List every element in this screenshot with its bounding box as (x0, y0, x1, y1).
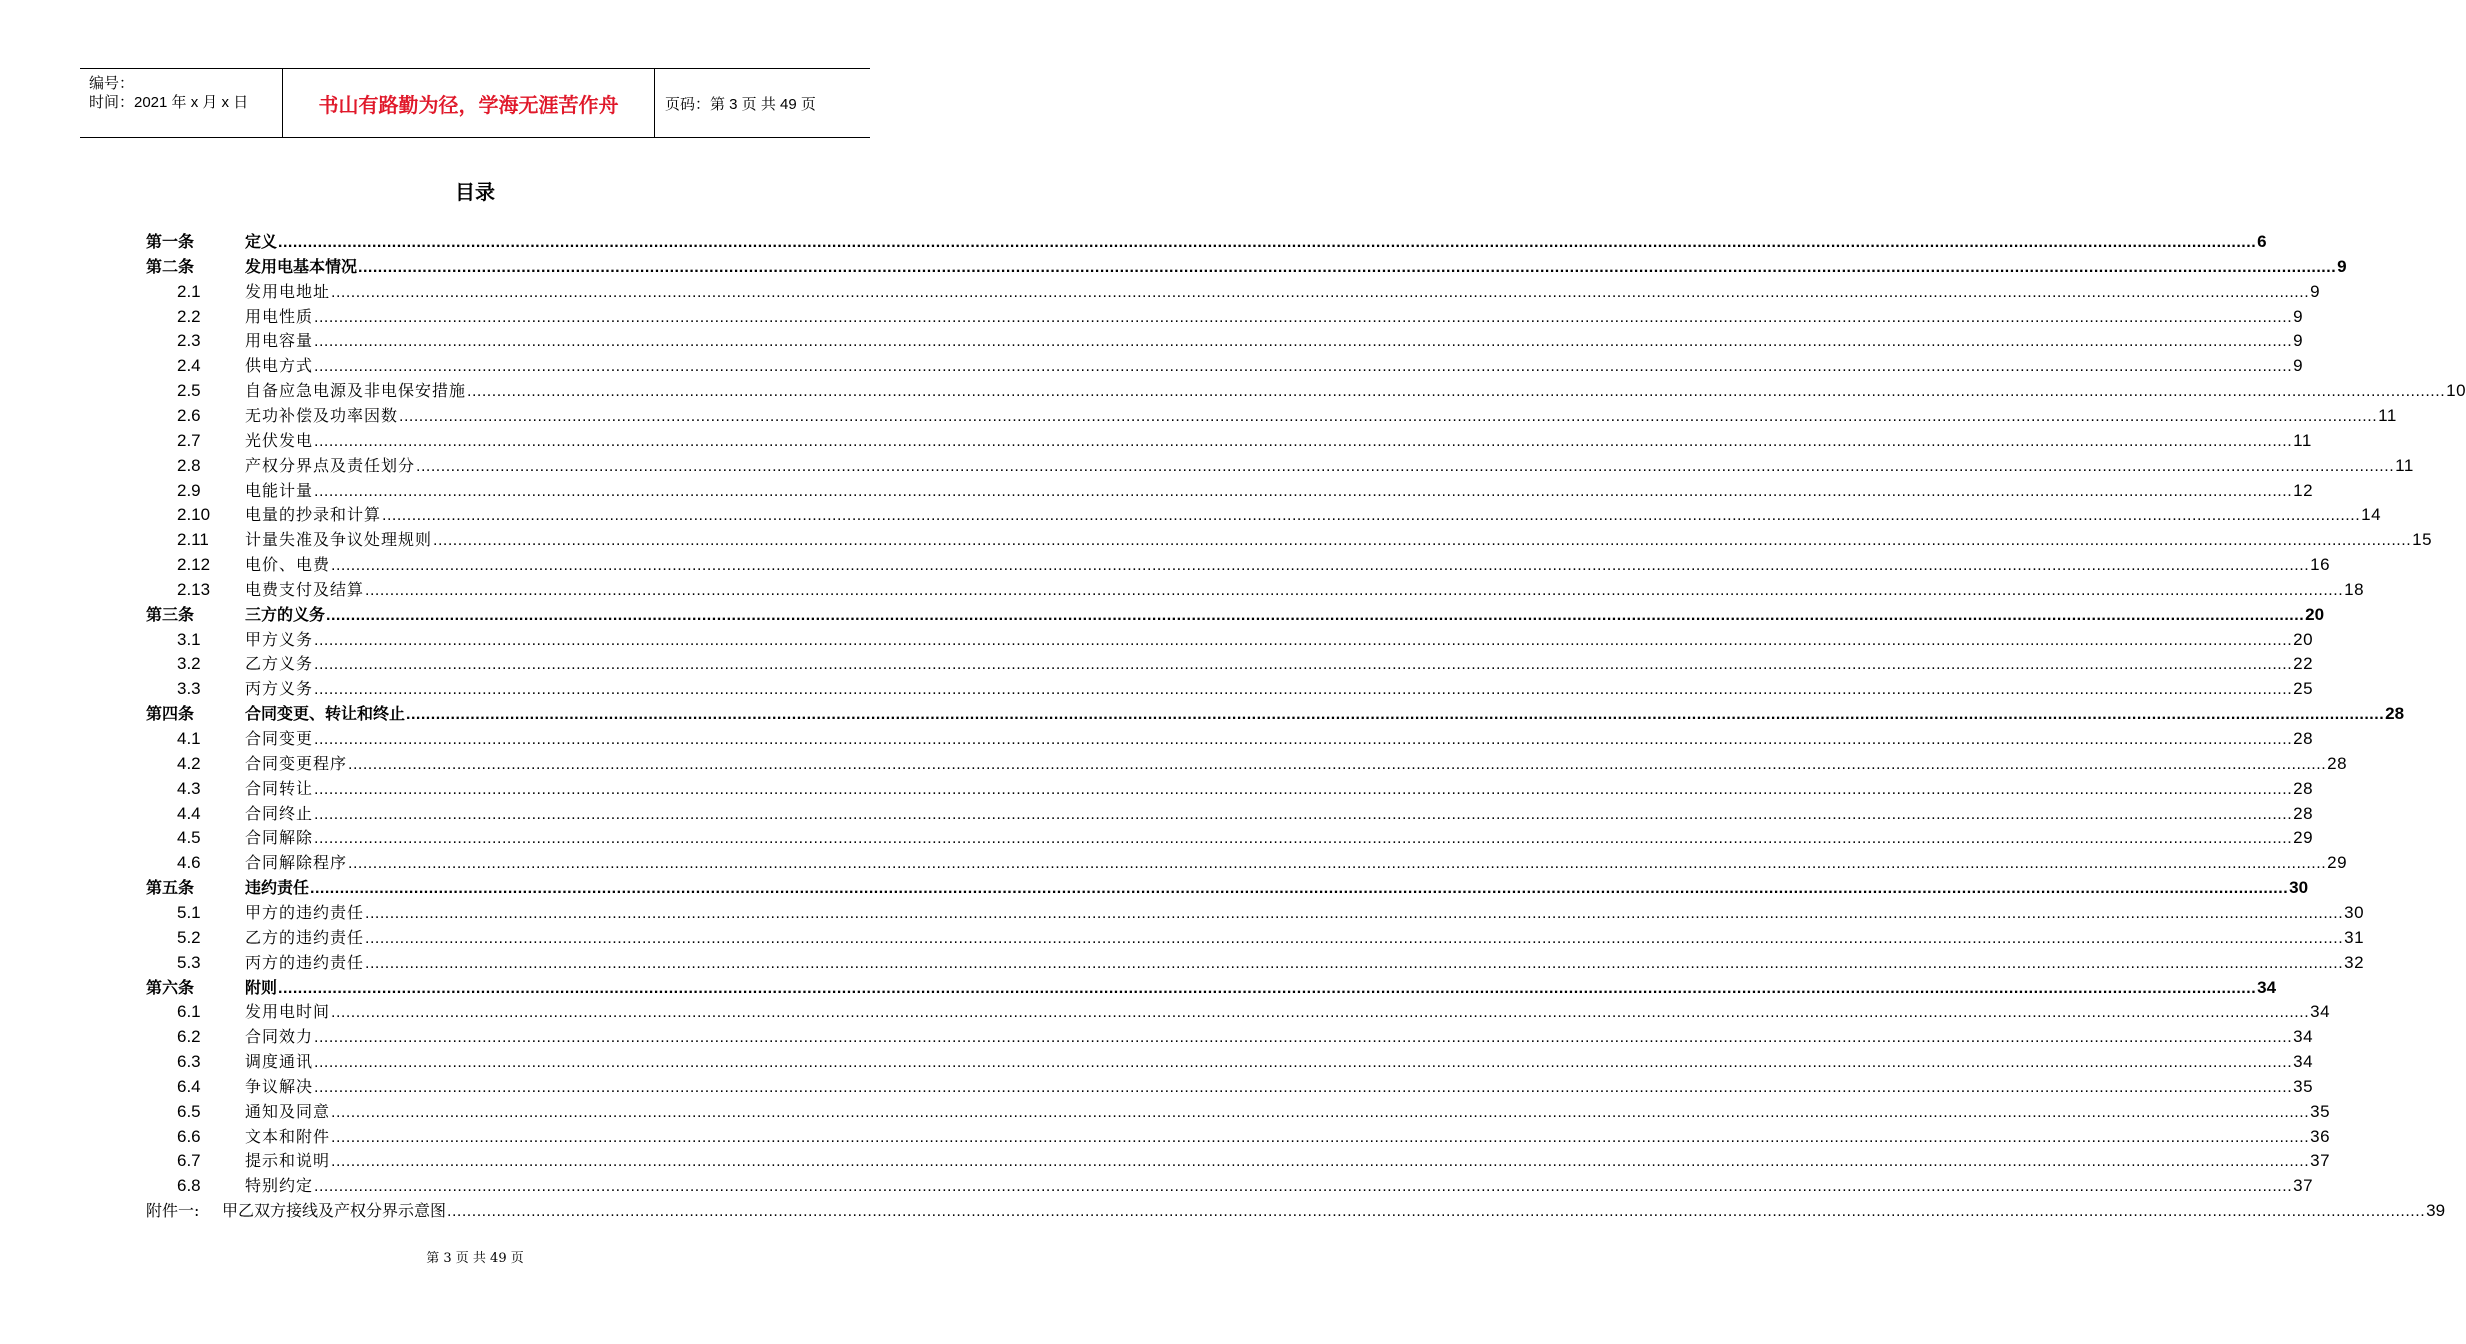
toc-leader-dots: ................................................................................................................................................................................................................................................................................................................................................................................................................ (314, 432, 2293, 450)
toc-entry-body (245, 676, 2314, 702)
toc-entry-body (245, 701, 2405, 727)
toc-entry-page: 34 (2310, 1002, 2331, 1022)
toc-entry-body (245, 875, 2309, 901)
toc-entry-page: 10 (2446, 381, 2466, 401)
toc-entry-number: 6.3 (177, 1052, 201, 1072)
toc-entry-number: 2.12 (177, 555, 211, 575)
toc-leader-dots: ................................................................................................................................................................................................................................................................................................................................................................................................................ (382, 507, 2361, 525)
toc-entry[interactable] (0, 1173, 2314, 1198)
toc-entry-page: 34 (2293, 1027, 2314, 1047)
toc-leader-dots: ................................................................................................................................................................................................................................................................................................................................................................................................................ (331, 1128, 2310, 1146)
page-header (80, 68, 870, 138)
toc-entry-number: 6.1 (177, 1002, 201, 1022)
toc-leader-dots: ................................................................................................................................................................................................................................................................................................................................................................................................................ (467, 383, 2446, 401)
toc-entry-title: 自备应急电源及非电保安措施 (245, 381, 467, 401)
toc-entry[interactable] (0, 925, 2365, 950)
toc-entry[interactable] (0, 279, 2321, 304)
toc-entry-title: 光伏发电 (245, 430, 314, 450)
toc-entry-page: 29 (2327, 853, 2348, 873)
toc-leader-dots: ................................................................................................................................................................................................................................................................................................................................................................................................................ (314, 482, 2293, 500)
toc-entry-title: 合同终止 (245, 803, 314, 823)
toc-entry[interactable] (0, 701, 2405, 726)
toc-entry[interactable] (0, 453, 2414, 478)
toc-leader-dots: ................................................................................................................................................................................................................................................................................................................................................................................................................ (331, 1153, 2310, 1171)
toc-leader-dots: ................................................................................................................................................................................................................................................................................................................................................................................................................ (314, 731, 2293, 748)
toc-entry-number: 5.2 (177, 927, 201, 947)
header-left-cell (80, 69, 283, 137)
toc-entry[interactable] (0, 577, 2365, 602)
toc-leader-dots: ................................................................................................................................................................................................................................................................................................................................................................................................................ (278, 234, 2257, 251)
toc-entry-page: 37 (2310, 1151, 2331, 1171)
toc-leader-dots: ................................................................................................................................................................................................................................................................................................................................................................................................................ (399, 407, 2378, 425)
toc-entry-body (245, 1049, 2314, 1075)
toc-entry-page: 12 (2293, 480, 2314, 500)
toc-entry[interactable] (0, 999, 2331, 1024)
toc-entry-page: 11 (2378, 405, 2397, 425)
toc-leader-dots: ................................................................................................................................................................................................................................................................................................................................................................................................................ (447, 1203, 2426, 1221)
toc-entry-page: 30 (2289, 878, 2309, 898)
toc-leader-dots: ................................................................................................................................................................................................................................................................................................................................................................................................................ (314, 681, 2293, 699)
toc-entry-body (245, 825, 2314, 851)
toc-entry-title: 乙方义务 (245, 654, 314, 674)
header-motto: 书山有路勤为径，学海无涯苦作舟 (283, 69, 655, 137)
toc-entry-body (245, 850, 2348, 876)
toc-entry-number: 第六条 (146, 977, 195, 997)
toc-entry-number: 6.7 (177, 1151, 201, 1171)
page-footer: 第 3 页 共 49 页 (426, 1251, 524, 1266)
toc-entry-title: 丙方的违约责任 (245, 952, 365, 972)
toc-entry-number: 2.2 (177, 306, 201, 326)
toc-entry-number: 附件一: (146, 1201, 200, 1221)
toc-leader-dots: ................................................................................................................................................................................................................................................................................................................................................................................................................ (314, 358, 2293, 376)
toc-entry-title: 三方的义务 (245, 604, 326, 624)
toc-entry[interactable] (0, 950, 2365, 975)
toc-entry-page: 32 (2344, 952, 2365, 972)
toc-leader-dots: ................................................................................................................................................................................................................................................................................................................................................................................................................ (314, 1054, 2293, 1072)
toc-entry-title: 甲方义务 (245, 629, 314, 649)
toc-entry[interactable] (0, 1198, 2446, 1223)
toc-entry-body (245, 801, 2314, 827)
toc-entry-title: 发用电地址 (245, 281, 331, 301)
toc-entry[interactable] (0, 801, 2314, 826)
toc-leader-dots: ................................................................................................................................................................................................................................................................................................................................................................................................................ (314, 308, 2293, 326)
toc-entry-title: 合同效力 (245, 1027, 314, 1047)
toc-entry-page: 25 (2293, 679, 2314, 699)
toc-leader-dots: ................................................................................................................................................................................................................................................................................................................................................................................................................ (331, 1103, 2310, 1121)
toc-leader-dots: ................................................................................................................................................................................................................................................................................................................................................................................................................ (416, 457, 2395, 475)
toc-entry-number: 2.10 (177, 505, 211, 525)
toc-entry-body (245, 378, 2466, 404)
toc-entry-page: 35 (2310, 1101, 2331, 1121)
toc-entry-number: 第五条 (146, 878, 195, 898)
toc-entry-body (245, 925, 2365, 951)
toc-entry-page: 15 (2412, 530, 2433, 550)
toc-entry-body (245, 1173, 2314, 1199)
toc-entry[interactable] (0, 304, 2304, 329)
toc-entry-body (245, 900, 2365, 926)
toc-entry-body (245, 627, 2314, 653)
toc-entry[interactable] (0, 726, 2314, 751)
toc-entry-body (245, 478, 2314, 504)
toc-entry-title: 合同解除 (245, 828, 314, 848)
document-time-label: 时间：2021 年 x 月 x 日 (89, 94, 249, 111)
toc-entry-number: 6.4 (177, 1076, 201, 1096)
toc-entry-body (245, 1124, 2331, 1150)
toc-entry-number: 3.2 (177, 654, 201, 674)
toc-entry-page: 35 (2293, 1076, 2314, 1096)
toc-entry-title: 无功补偿及功率因数 (245, 405, 399, 425)
toc-entry-number: 第一条 (146, 232, 195, 251)
toc-entry[interactable] (0, 478, 2314, 503)
toc-entry-number: 4.1 (177, 729, 201, 748)
toc-entry-page: 9 (2310, 281, 2321, 301)
toc-entry-title: 定义 (245, 232, 278, 251)
toc-entry-title: 甲乙双方接线及产权分界示意图 (222, 1201, 447, 1221)
toc-entry-number: 6.2 (177, 1027, 201, 1047)
toc-entry-title: 电价、电费 (245, 555, 331, 575)
toc-entry-number: 4.4 (177, 803, 201, 823)
toc-entry-page: 9 (2293, 331, 2304, 351)
toc-entry-number: 2.7 (177, 430, 201, 450)
toc-entry-title: 电能计量 (245, 480, 314, 500)
toc-entry-body (245, 577, 2365, 603)
toc-entry[interactable] (0, 502, 2382, 527)
toc-leader-dots: ................................................................................................................................................................................................................................................................................................................................................................................................................ (358, 258, 2337, 276)
toc-entry-number: 4.5 (177, 828, 201, 848)
toc-entry-page: 20 (2305, 604, 2325, 624)
toc-entry[interactable] (0, 602, 2325, 627)
toc-entry-title: 产权分界点及责任划分 (245, 455, 416, 475)
toc-leader-dots: ................................................................................................................................................................................................................................................................................................................................................................................................................ (314, 631, 2293, 649)
toc-entry-body (245, 279, 2321, 305)
toc-entry[interactable] (0, 776, 2314, 801)
toc-entry[interactable] (0, 328, 2304, 353)
toc-entry[interactable] (0, 527, 2433, 552)
toc-entry-title: 电量的抄录和计算 (245, 505, 382, 525)
toc-entry-body (245, 1099, 2331, 1125)
toc-leader-dots: ................................................................................................................................................................................................................................................................................................................................................................................................................ (348, 855, 2327, 873)
toc-entry-number: 2.8 (177, 455, 201, 475)
toc-leader-dots: ................................................................................................................................................................................................................................................................................................................................................................................................................ (406, 706, 2385, 724)
toc-entry-page: 14 (2361, 505, 2382, 525)
toc-entry-body (245, 428, 2312, 454)
toc-entry-title: 乙方的违约责任 (245, 927, 365, 947)
toc-entry[interactable] (0, 1024, 2314, 1049)
toc-leader-dots: ................................................................................................................................................................................................................................................................................................................................................................................................................ (314, 1078, 2293, 1096)
toc-leader-dots: ................................................................................................................................................................................................................................................................................................................................................................................................................ (314, 1029, 2293, 1047)
toc-leader-dots: ................................................................................................................................................................................................................................................................................................................................................................................................................ (314, 656, 2293, 674)
toc-entry-number: 2.13 (177, 579, 211, 599)
toc-leader-dots: ................................................................................................................................................................................................................................................................................................................................................................................................................ (365, 581, 2344, 599)
toc-leader-dots: ................................................................................................................................................................................................................................................................................................................................................................................................................ (310, 880, 2289, 898)
toc-entry-title: 用电性质 (245, 306, 314, 326)
toc-leader-dots: ................................................................................................................................................................................................................................................................................................................................................................................................................ (314, 1178, 2293, 1196)
toc-entry-number: 2.9 (177, 480, 201, 500)
toc-entry[interactable] (0, 552, 2331, 577)
toc-entry-title: 用电容量 (245, 331, 314, 351)
toc-entry-body (245, 1024, 2314, 1050)
toc-entry-title: 甲方的违约责任 (245, 902, 365, 922)
toc-entry-number: 4.3 (177, 778, 201, 798)
toc-entry-number: 2.4 (177, 356, 201, 376)
toc-entry-number: 第三条 (146, 604, 195, 624)
page-title: 目录 (455, 180, 495, 204)
toc-entry-page: 37 (2293, 1176, 2314, 1196)
toc-entry[interactable] (0, 1049, 2314, 1074)
toc-entry-body (245, 353, 2304, 379)
toc-entry-body (245, 229, 2267, 255)
toc-entry-page: 29 (2293, 828, 2314, 848)
toc-leader-dots: ................................................................................................................................................................................................................................................................................................................................................................................................................ (331, 1004, 2310, 1022)
toc-entry-page: 39 (2426, 1201, 2446, 1221)
toc-entry[interactable] (0, 627, 2314, 652)
toc-entry[interactable] (0, 1124, 2331, 1149)
toc-entry-title: 合同变更程序 (245, 753, 348, 773)
toc-entry-page: 34 (2293, 1052, 2314, 1072)
toc-entry[interactable] (0, 1148, 2331, 1173)
toc-entry[interactable] (0, 428, 2312, 453)
toc-entry-title: 争议解决 (245, 1076, 314, 1096)
toc-entry-number: 2.1 (177, 281, 201, 301)
toc-leader-dots: ................................................................................................................................................................................................................................................................................................................................................................................................................ (331, 283, 2310, 301)
toc-entry-body (245, 726, 2314, 752)
toc-entry-body (245, 751, 2348, 777)
toc-entry-title: 供电方式 (245, 356, 314, 376)
toc-entry-body (245, 999, 2331, 1025)
toc-entry-title: 提示和说明 (245, 1151, 331, 1171)
document-number-label: 编号： (89, 75, 135, 92)
toc-entry-body (245, 552, 2331, 578)
toc-entry-title: 丙方义务 (245, 679, 314, 699)
toc-entry-number: 4.2 (177, 753, 201, 773)
toc-entry-title: 电费支付及结算 (245, 579, 365, 599)
toc-entry-title: 合同解除程序 (245, 853, 348, 873)
toc-entry-page: 22 (2293, 654, 2314, 674)
toc-entry[interactable] (0, 900, 2365, 925)
toc-leader-dots: ................................................................................................................................................................................................................................................................................................................................................................................................................ (365, 904, 2344, 922)
toc-entry-body (245, 254, 2347, 280)
toc-leader-dots: ................................................................................................................................................................................................................................................................................................................................................................................................................ (365, 954, 2344, 972)
toc-entry-page: 11 (2395, 455, 2414, 475)
toc-entry-body (245, 527, 2433, 553)
toc-entry-body (245, 1148, 2331, 1174)
toc-entry-body (245, 651, 2314, 677)
toc-entry-page: 9 (2293, 306, 2304, 326)
toc-entry-page: 18 (2344, 579, 2365, 599)
toc-entry[interactable] (0, 751, 2348, 776)
toc-entry-page: 31 (2344, 927, 2365, 947)
toc-entry-number: 第二条 (146, 256, 195, 276)
toc-entry-title: 违约责任 (245, 878, 310, 898)
toc-entry-page: 9 (2337, 256, 2347, 276)
toc-entry-page: 34 (2257, 977, 2277, 997)
toc-leader-dots: ................................................................................................................................................................................................................................................................................................................................................................................................................ (278, 979, 2257, 997)
toc-entry-title: 附则 (245, 977, 278, 997)
toc-entry-page: 28 (2293, 778, 2314, 798)
toc-entry-page: 36 (2310, 1126, 2331, 1146)
toc-entry[interactable] (0, 651, 2314, 676)
toc-leader-dots: ................................................................................................................................................................................................................................................................................................................................................................................................................ (348, 755, 2327, 773)
toc-entry-body (245, 502, 2382, 528)
toc-entry[interactable] (0, 229, 2267, 254)
toc-entry-page: 6 (2257, 232, 2267, 251)
toc-entry-page: 28 (2293, 803, 2314, 823)
toc-entry-page: 28 (2327, 753, 2348, 773)
toc-entry-page: 30 (2344, 902, 2365, 922)
toc-entry-title: 发用电时间 (245, 1002, 331, 1022)
toc-entry-number: 2.3 (177, 331, 201, 351)
toc-entry-body (245, 975, 2277, 1001)
header-page-code: 页码：第 3 页 共 49 页 (665, 95, 816, 113)
toc-entry[interactable] (0, 403, 2397, 428)
toc-entry-body (245, 602, 2325, 628)
toc-entry[interactable] (0, 676, 2314, 701)
toc-entry-number: 6.8 (177, 1176, 201, 1196)
toc-entry-page: 16 (2310, 555, 2331, 575)
toc-entry-number: 5.1 (177, 902, 201, 922)
toc-leader-dots: ................................................................................................................................................................................................................................................................................................................................................................................................................ (326, 606, 2305, 624)
toc-entry-number: 2.5 (177, 381, 201, 401)
toc-entry-title: 合同变更 (245, 729, 314, 748)
toc-entry-body (222, 1198, 2446, 1224)
toc-entry-page: 28 (2385, 704, 2405, 724)
toc-entry[interactable] (0, 378, 2466, 403)
toc-entry-number: 5.3 (177, 952, 201, 972)
toc-entry-title: 合同变更、转让和终止 (245, 704, 406, 724)
toc-entry-number: 3.1 (177, 629, 201, 649)
toc-leader-dots: ................................................................................................................................................................................................................................................................................................................................................................................................................ (331, 557, 2310, 575)
toc-entry[interactable] (0, 825, 2314, 850)
toc-entry[interactable] (0, 1074, 2314, 1099)
toc-entry-body (245, 304, 2304, 330)
toc-entry-title: 特别约定 (245, 1176, 314, 1196)
toc-entry-body (245, 950, 2365, 976)
toc-entry[interactable] (0, 975, 2277, 1000)
toc-entry-number: 4.6 (177, 853, 201, 873)
toc-entry-page: 28 (2293, 729, 2314, 748)
toc-leader-dots: ................................................................................................................................................................................................................................................................................................................................................................................................................ (433, 532, 2412, 550)
toc-leader-dots: ................................................................................................................................................................................................................................................................................................................................................................................................................ (314, 830, 2293, 848)
toc-entry-number: 6.5 (177, 1101, 201, 1121)
toc-entry-title: 调度通讯 (245, 1052, 314, 1072)
toc-entry-number: 3.3 (177, 679, 201, 699)
toc-entry[interactable] (0, 850, 2348, 875)
toc-leader-dots: ................................................................................................................................................................................................................................................................................................................................................................................................................ (365, 929, 2344, 947)
toc-entry-title: 合同转让 (245, 778, 314, 798)
toc-entry[interactable] (0, 353, 2304, 378)
toc-entry-body (245, 403, 2397, 429)
toc-entry[interactable] (0, 254, 2347, 279)
toc-entry-body (245, 328, 2304, 354)
toc-entry-number: 第四条 (146, 704, 195, 724)
toc-entry-page: 20 (2293, 629, 2314, 649)
toc-entry-number: 6.6 (177, 1126, 201, 1146)
toc-entry[interactable] (0, 1099, 2331, 1124)
toc-entry[interactable] (0, 875, 2309, 900)
toc-entry-title: 文本和附件 (245, 1126, 331, 1146)
toc-entry-number: 2.11 (177, 530, 209, 550)
toc-entry-body (245, 776, 2314, 802)
toc-entry-title: 计量失准及争议处理规则 (245, 530, 433, 550)
toc-leader-dots: ................................................................................................................................................................................................................................................................................................................................................................................................................ (314, 780, 2293, 798)
toc-entry-page: 11 (2293, 430, 2312, 450)
toc-leader-dots: ................................................................................................................................................................................................................................................................................................................................................................................................................ (314, 805, 2293, 823)
toc-entry-page: 9 (2293, 356, 2304, 376)
toc-entry-number: 2.6 (177, 405, 201, 425)
toc-entry-title: 发用电基本情况 (245, 256, 358, 276)
toc-entry-body (245, 453, 2414, 479)
toc-entry-body (245, 1074, 2314, 1100)
toc-leader-dots: ................................................................................................................................................................................................................................................................................................................................................................................................................ (314, 333, 2293, 351)
toc-entry-title: 通知及同意 (245, 1101, 331, 1121)
